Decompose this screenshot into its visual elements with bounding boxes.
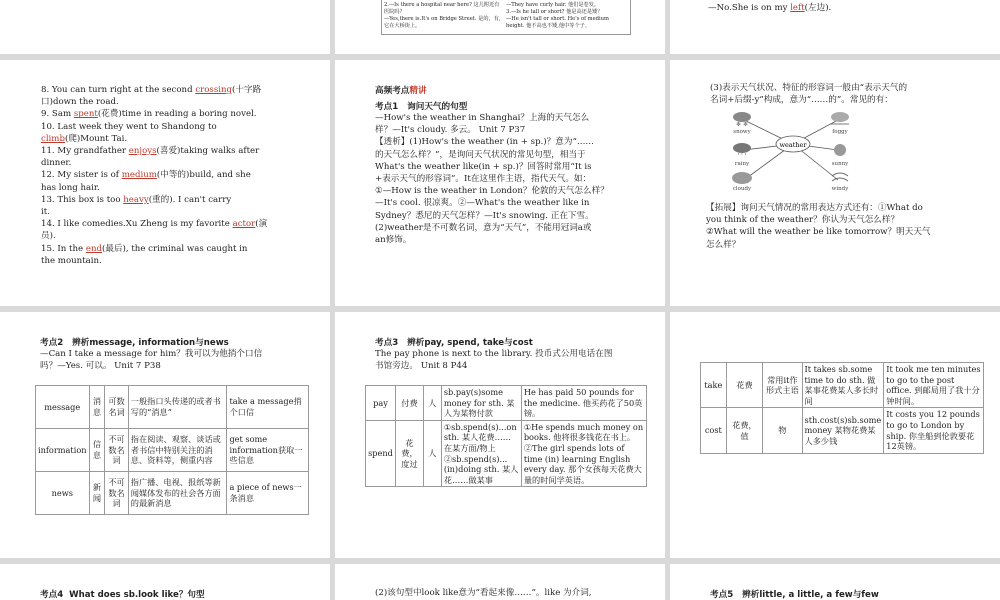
table-cell: 花费，值	[726, 408, 762, 453]
diagram-label: windy	[831, 186, 849, 192]
table-row	[701, 408, 984, 453]
table-cell: 信息	[89, 429, 105, 472]
vocab-line: the mountain.	[41, 255, 102, 266]
table-cell: 物	[763, 408, 802, 453]
table-cell: 可数名词	[105, 386, 128, 429]
table-cell: 新闻	[89, 472, 105, 515]
body-line: —It's cool. 很凉爽。②—What's the weather like in	[375, 198, 590, 209]
slide-bottom-middle	[335, 564, 665, 600]
ext-line: 怎么样？	[706, 239, 741, 250]
table-cell: 指在阅读、观察、谈话或者书信中特别关注的消息、资料等，侧重内容	[128, 429, 227, 472]
vocab-line: 11. My grandfather enjoys(喜爱)taking walks after	[41, 146, 260, 157]
svg-text:' ' ': ' ' '	[737, 153, 747, 160]
vocab-line: it.	[41, 207, 50, 218]
vocab-line: 9. Sam spent(花费)time in reading a boring novel.	[41, 109, 257, 120]
table-cell: 人	[423, 420, 441, 487]
dialogue-table-fragment	[381, 0, 631, 35]
slide-pay-point	[335, 312, 665, 558]
table-cell: 一般指口头传递的或者书写的“消息”	[128, 386, 227, 429]
adj-intro-line: (3)表示天气状况、特征的形容词一般由“表示天气的	[710, 83, 908, 93]
body-line: ①—How is the weather in London？伦敦的天气怎么样？	[375, 186, 609, 197]
vocab-line: climb(爬)Mount Tai.	[41, 133, 128, 144]
diagram-label: sunny	[831, 161, 849, 167]
slide-message-point	[0, 312, 330, 558]
fill-word: enjoys	[128, 146, 157, 157]
dialogue-line: —Yes,there is.It's on Bridge Street. 是的，有,它在大桥街上。	[384, 16, 501, 29]
sun-icon	[834, 144, 846, 156]
cloud-icon	[732, 172, 752, 184]
fill-word: actor	[232, 219, 256, 230]
snow-icon	[733, 112, 751, 128]
table-cell: message	[36, 386, 90, 429]
body-line: (2)该句型中look like意为“看起来像……”。like 为介词,	[375, 588, 592, 598]
slide-top-right	[670, 0, 1000, 54]
diagram-center-label: weather	[779, 141, 807, 149]
take-cost-table	[700, 362, 984, 454]
vocab-line: 员).	[41, 231, 56, 242]
table-row	[366, 420, 647, 487]
point-heading: 考点4 What does sb.look like？句型	[40, 590, 205, 600]
vocab-line: 15. In the end(最后), the criminal was caught in	[41, 243, 248, 254]
dialogue-line: 2.—Is there a hospital near here? 这儿附近有医院吗？	[384, 2, 500, 15]
point-heading: 考点3 辨析pay, spend, take与cost	[375, 338, 533, 348]
table-cell: take a message捎个口信	[227, 386, 309, 429]
table-cell: spend	[366, 420, 396, 487]
table-cell: sth.cost(s)sb.some money 某物花费某人多少钱	[802, 408, 884, 453]
table-cell: sb.pay(s)some money for sth. 某人为某物付款	[441, 386, 521, 421]
body-line: 的天气怎么样？”，是询问天气状况的常见句型，相当于	[375, 149, 586, 160]
slide-bottom-right	[670, 564, 1000, 600]
slide-weather-point	[335, 60, 665, 306]
table-cell: 付费	[395, 386, 423, 421]
table-cell: 消息	[89, 386, 105, 429]
table-cell: get some information获取一些信息	[227, 429, 309, 472]
table-cell: cost	[701, 408, 727, 453]
table-cell: 花费	[726, 363, 762, 408]
dialogue-line: 3.—Is he tall or short? 他是高还是矮？	[506, 9, 603, 15]
table-cell: a piece of news一条消息	[227, 472, 309, 515]
table-cell: 花费，度过	[395, 420, 423, 487]
vocab-line: 13. This box is too heavy(重的). I can't carry	[41, 194, 232, 205]
vocab-line: 10. Last week they went to Shandong to	[41, 121, 217, 132]
ext-line: you think of the weather？你认为天气怎么样？	[706, 215, 900, 226]
table-row	[366, 386, 647, 421]
table-cell: 常用it作形式主语	[763, 363, 802, 408]
point-body	[375, 112, 660, 246]
body-line: 【透析】(1)How's the weather (in + sp.)？意为“……	[375, 137, 595, 148]
table-row	[36, 386, 309, 429]
pay-spend-table	[365, 385, 647, 487]
slide-top-middle	[335, 0, 665, 54]
table-cell: It costs you 12 pounds to go to London by ship. 你坐船到伦敦要花12英镑。	[884, 408, 984, 453]
table-cell: ①sb.spend(s)...on sth. 某人花费……在某方面/物上 ②sb.spend(s)...(in)doing sth. 某人花……做某事	[441, 420, 521, 487]
point-heading: 考点1 询问天气的句型	[375, 102, 468, 112]
table-cell: It took me ten minutes to go to the post office. 到邮局用了我十分钟时间。	[884, 363, 984, 408]
point-heading: 考点5 辨析little, a little, a few与few	[710, 590, 879, 600]
slide-take-cost	[670, 312, 1000, 558]
vocab-line: dinner.	[41, 158, 72, 169]
slide-bottom-left	[0, 564, 330, 600]
fill-word: medium	[121, 170, 157, 181]
intro-line: —Can I take a message for him？我可以为他捎个口信	[40, 349, 263, 359]
slide-vocab-exercise	[0, 60, 330, 306]
answer-line: —No.She is on my left(左边).	[708, 3, 832, 13]
vocab-line: has long hair.	[41, 182, 100, 193]
table-row	[36, 472, 309, 515]
table-cell: 不可数名词	[105, 472, 128, 515]
diagram-label: cloudy	[732, 186, 752, 192]
table-cell: news	[36, 472, 90, 515]
diagram-label: rainy	[734, 161, 750, 167]
vocab-line: 14. I like comedies.Xu Zheng is my favorite actor(演	[41, 219, 268, 230]
ext-line: 【拓展】询问天气情况的常用表达方式还有：①What do	[706, 203, 923, 213]
body-line: an修饰。	[375, 235, 412, 246]
fill-word: heavy	[123, 194, 149, 205]
table-cell: 人	[423, 386, 441, 421]
table-cell: He has paid 50 pounds for the medicine. 他买药花了50英镑。	[521, 386, 646, 421]
diagram-label: snowy	[733, 129, 751, 135]
table-cell: 指广播、电视、报纸等新闻媒体发布的社会各方面的最新消息	[128, 472, 227, 515]
table-cell: take	[701, 363, 727, 408]
fill-word: crossing	[195, 85, 233, 95]
body-line: Sydney？悉尼的天气怎样？—It's snowing. 正在下雪。	[375, 210, 594, 221]
fill-word: climb	[41, 133, 65, 144]
table-row	[36, 429, 309, 472]
table-row	[701, 363, 984, 408]
dialogue-line: —He isn't tall or short. He's of medium height. 他不高也不矮,他中等个子。	[506, 16, 609, 29]
intro-line: 吗？—Yes. 可以。 Unit 7 P38	[40, 361, 161, 372]
vocab-line: 口)down the road.	[41, 97, 119, 108]
section-heading: 高频考点精讲	[375, 86, 427, 96]
body-line: 样？—It's cloudy. 多云。 Unit 7 P37	[375, 125, 526, 136]
fill-word: left	[790, 3, 805, 13]
vocab-list	[41, 84, 311, 267]
body-line: (2)weather是不可数名词，意为“天气”，不能用冠词a或	[375, 222, 592, 233]
message-comparison-table	[35, 385, 309, 515]
table-cell: pay	[366, 386, 396, 421]
diagram-label: foggy	[832, 129, 848, 135]
slide-weather-adjectives	[670, 60, 1000, 306]
vocab-line: 8. You can turn right at the second crossing(十字路	[41, 85, 262, 95]
slide-top-left	[0, 0, 330, 54]
table-cell: It takes sb.some time to do sth. 做某事花费某人多长时间	[802, 363, 884, 408]
fill-word: spent	[73, 109, 98, 120]
rain-icon	[733, 143, 751, 160]
body-line: +表示天气的形容词”。It在这里作主语，指代天气。如：	[375, 174, 592, 185]
adj-intro-line: 名词+后缀-y”构成，意为“……的”。常见的有：	[710, 95, 893, 106]
ext-line: ②What will the weather be like tomorrow？明天天气	[706, 227, 931, 238]
body-line: What's the weather like(in + sp.)？回答时常用“It is	[375, 161, 592, 172]
point-heading: 考点2 辨析message, information与news	[40, 338, 229, 348]
body-line: —How's the weather in Shanghai？上海的天气怎么	[375, 113, 590, 123]
fill-word: end	[85, 243, 102, 254]
intro-line: 书馆旁边。 Unit 8 P44	[375, 361, 468, 372]
intro-line: The pay phone is next to the library. 投币式公用电话在图	[375, 349, 613, 359]
table-cell: information	[36, 429, 90, 472]
weather-diagram	[728, 110, 858, 192]
table-cell: 不可数名词	[105, 429, 128, 472]
table-cell: ①He spends much money on books. 他将很多钱花在书上。 ②The girl spends lots of time (in) learning English every day. 那个女孩每天花费大量的时间学英语。	[521, 420, 646, 487]
svg-text:❄ ❄: ❄ ❄	[736, 121, 748, 128]
dialogue-line: —They have curly hair. 他们是卷发。	[506, 2, 600, 8]
vocab-line: 12. My sister is of medium(中等的)build, and she	[41, 170, 251, 181]
